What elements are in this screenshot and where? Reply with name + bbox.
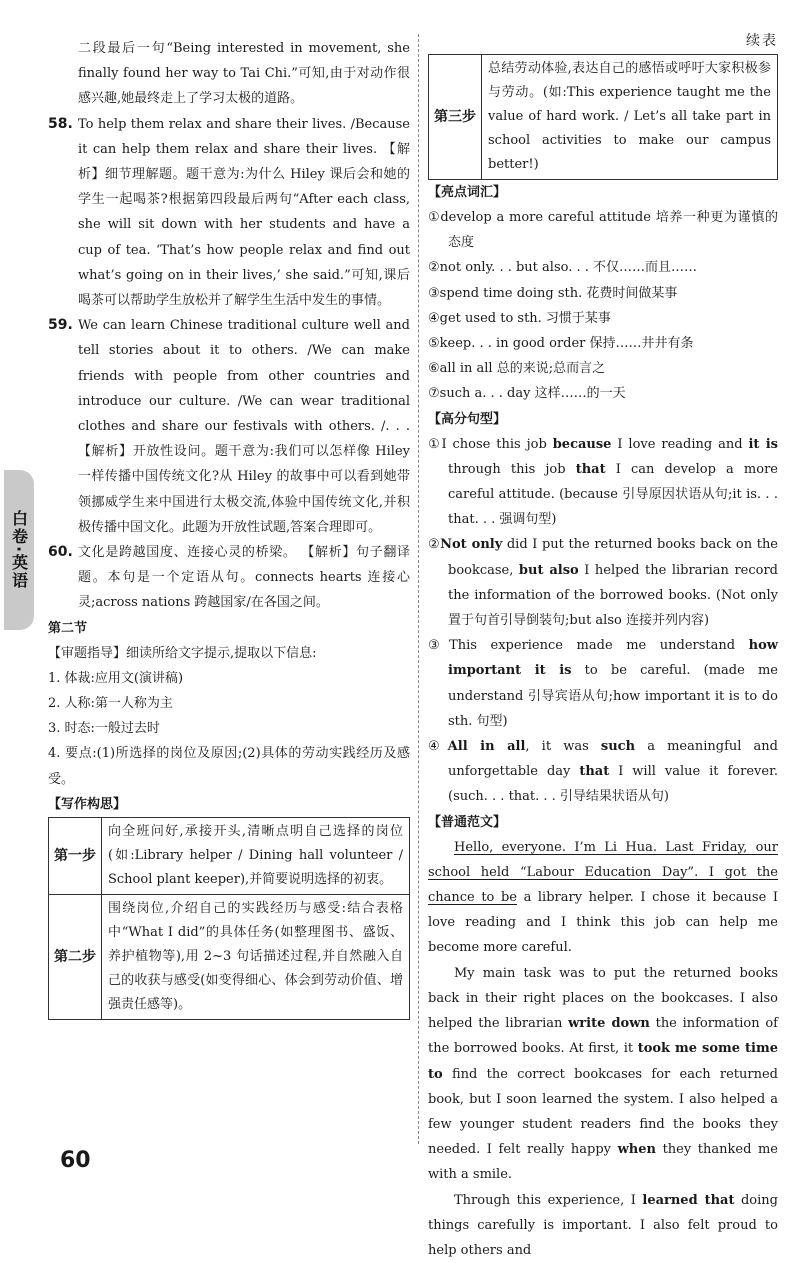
page-number: 60 [60,1148,91,1173]
list-item: ②Not only did I put the returned books back on the bookcase, but also I helped the librarian record the information of the borrowed books. (Not only 置于句首引导倒装句;but also 连接并列内容) [428,537,779,629]
sample-essay [428,835,778,1263]
guide-item: 4. 要点:(1)所选择的岗位及原因;(2)具体的劳动实践经历及感受。 [48,746,410,787]
question-number: 59. [48,317,73,334]
table-row [429,55,778,180]
table-row [49,817,410,894]
question-59 [48,313,410,540]
table-row [49,894,410,1019]
step-label: 第二步 [49,894,102,1019]
essay-paragraph: Hello, everyone. I’m Li Hua. Last Friday, our school held “Labour Education Day”. I got the chance to be a library helper. I chose it because I love reading and I think this job can help me become more careful. [428,839,778,956]
guide-heading: 【审题指导】细读所给文字提示,提取以下信息: [48,645,317,661]
left-column [48,36,410,1020]
guide-item: 1. 体裁:应用文(演讲稿) [48,670,184,686]
list-item: ③spend time doing sth. 花费时间做某事 [428,285,678,301]
step-label: 第三步 [429,55,482,180]
step-text: 总结劳动体验,表达自己的感悟或呼吁大家积极参与劳动。(如:This experience taught me the value of hard work. / Let’s all take part in school activities to make our campus better!) [482,55,778,180]
essay-paragraph: My main task was to put the returned books back in their right places on the bookcases. I also helped the librarian write down the information of the borrowed books. At first, it took me some time to find the correct bookcases for each returned book, but I soon learned the system. I also helped a few younger student readers find the books they needed. I felt really happy when they thanked me with a smile. [428,965,779,1183]
list-item: ⑥all in all 总的来说;总而言之 [428,361,606,377]
writing-heading: 【写作构思】 [48,796,127,812]
list-item: ③This experience made me understand how important it is to be careful. (made me understand 引导宾语从句;how important it is to do sth. 句型) [428,638,778,729]
writing-steps-table-continued [428,54,778,180]
guide-item: 3. 时态:一般过去时 [48,721,160,737]
list-item: ①develop a more careful attitude 培养一种更为谨慎的态度 [428,210,778,251]
list-item: ⑦such a. . . day 这样……的一天 [428,386,626,402]
essay-paragraph: Through this experience, I learned that doing things carefully is important. I also felt proud to help others and [428,1192,778,1258]
question-58 [48,112,410,314]
sentence-list [428,432,778,810]
intro-paragraph: 二段最后一句“Being interested in movement, she finally found her way to Tai Chi.”可知,由于对动作很感兴趣,她最终走上了学习太极的道路。 [78,41,410,107]
question-number: 58. [48,115,73,132]
step-text: 围绕岗位,介绍自己的实践经历与感受:结合表格中“What I did”的具体任务(如整理图书、盛饭、养护植物等),用 2~3 句话描述过程,并自然融入自己的收获与感受(如变得细心、体会到劳动价值、增强责任感等)。 [102,894,410,1019]
vocab-list [428,205,778,407]
sentence-heading: 【高分句型】 [428,411,507,427]
side-tab: 白卷·英语 [4,470,34,630]
answer-text: To help them relax and share their lives. /Because it can help them relax and share their lives. 【解析】细节理解题。题干意为:为什么 Hiley 课后会和她的学生一起喝茶?根据第四段最后两句“After each class, she will sit down with her students and have a cup of tea. ‘That’s how people relax and find out what’s going on in their lives,’ she said.”可知,课后喝茶可以帮助学生放松并了解学生生活中发生的事情。 [78,116,410,309]
step-text: 向全班问好,承接开头,清晰点明自己选择的岗位(如:Library helper / Dining hall volunteer / School plant keeper),并简要说明选择的初衷。 [102,817,410,894]
list-item: ④All in all, it was such a meaningful and unforgettable day that I will value it forever. (such. . . that. . . 引导结果状语从句) [428,739,779,805]
right-column [428,30,778,1263]
column-divider [418,34,420,1144]
question-60 [48,540,410,616]
answer-text: We can learn Chinese traditional culture well and tell stories about it to others. /We can make friends with people from other countries and introduce our culture. /We can wear traditional clothes and share our festivals with others. /. . . 【解析】开放性设问。题干意为:我们可以怎样像 Hiley 一样传播中国传统文化?从 Hiley 的故事中可以看到她带领挪威学生来中国进行太极交流,体验中国传统文化,并积极传播中国文化。此题为开放性试题,答案合理即可。 [78,318,410,535]
guide-item: 2. 人称:第一人称为主 [48,696,173,712]
writing-steps-table [48,817,410,1020]
essay-heading: 【普通范文】 [428,814,507,830]
list-item: ⑤keep. . . in good order 保持……井井有条 [428,336,694,352]
answer-text: 文化是跨越国度、连接心灵的桥梁。 【解析】句子翻译题。本句是一个定语从句。connects hearts 连接心灵;across nations 跨越国家/在各国之间。 [78,545,410,611]
continued-label: 续表 [746,33,778,49]
vocab-heading: 【亮点词汇】 [428,185,507,200]
list-item: ②not only. . . but also. . . 不仅……而且…… [428,260,698,276]
list-item: ①I chose this job because I love reading and it is through this job that I can develop a more careful attitude. (because 引导原因状语从句;it is. . . that. . . 强调句型) [428,436,778,528]
section-heading: 第二节 [48,620,88,636]
step-label: 第一步 [49,817,102,894]
question-number: 60. [48,544,73,561]
list-item: ④get used to sth. 习惯于某事 [428,310,611,326]
